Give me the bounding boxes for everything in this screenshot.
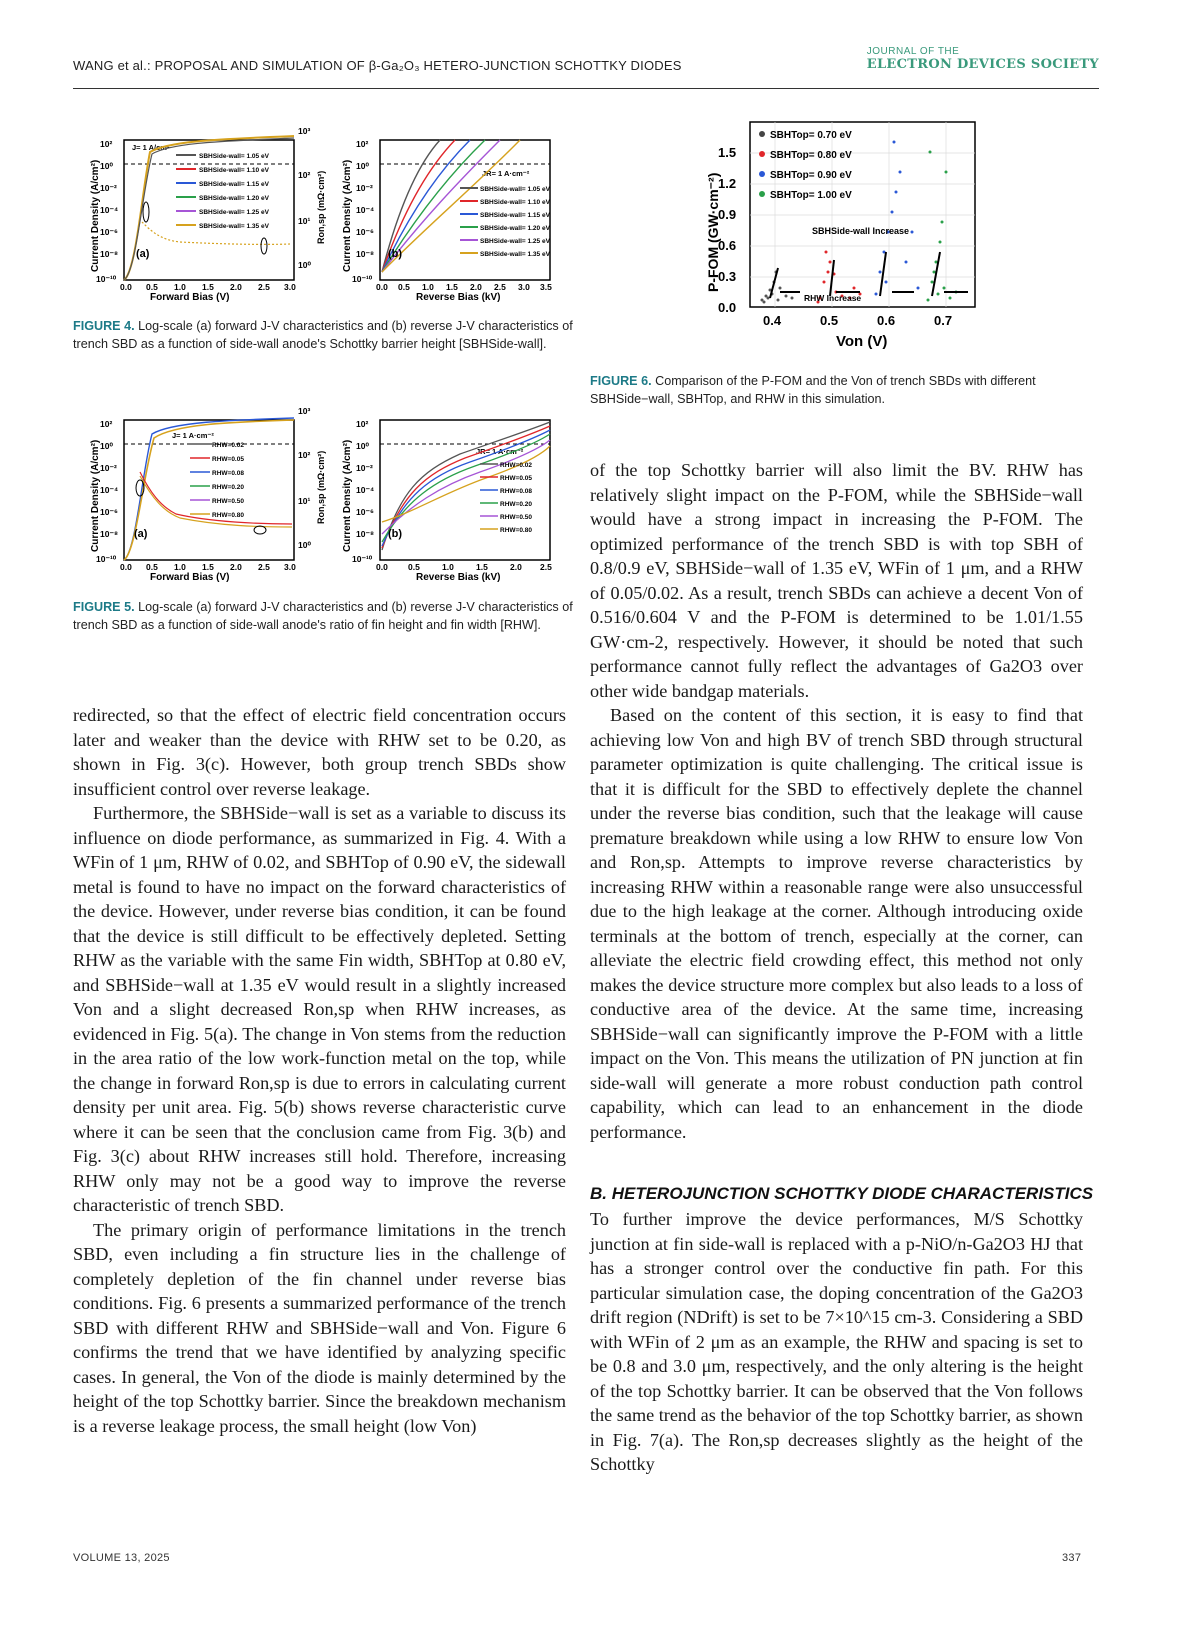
legend-entry: SBHTop= 0.80 eV — [770, 150, 852, 161]
legend-entry: SBHSide-wall= 1.05 eV — [199, 153, 269, 160]
footer-volume: VOLUME 13, 2025 — [73, 1552, 170, 1564]
legend-entry: RHW=0.80 — [500, 527, 532, 534]
journal-line2: ELECTRON DEVICES SOCIETY — [866, 57, 1099, 72]
tick: 10⁻² — [356, 183, 373, 193]
legend-entry: SBHSide-wall= 1.35 eV — [199, 223, 269, 230]
tick: 2.0 — [470, 282, 482, 292]
legend-entry: SBHSide-wall= 1.05 eV — [480, 186, 550, 193]
legend-entry: RHW=0.02 — [500, 462, 532, 469]
tick: 1.5 — [202, 282, 214, 292]
tick: 1.2 — [718, 176, 737, 191]
journal-logo — [867, 46, 1099, 72]
tick: 2.0 — [230, 562, 242, 572]
tick: 1.0 — [442, 562, 454, 572]
legend-entry: SBHSide-wall= 1.10 eV — [199, 167, 269, 174]
left-column — [73, 703, 566, 1438]
tick: 10⁰ — [298, 260, 311, 270]
legend-entry: SBHSide-wall= 1.15 eV — [480, 212, 550, 219]
tick: 10⁻² — [100, 183, 117, 193]
tick: 10⁰ — [100, 441, 113, 451]
paragraph: Furthermore, the SBHSide−wall is set as a variable to discuss its influence on diode performance, as summarized in Fig. 4. With a WFin of 1 μm, RHW of 0.02, and SBHTop of 0.90 eV, the sidewall metal is found to have no impact on the forward characteristics of the device. However, under reverse bias condition, it can be found that the device is still difficult to be effectively depleted. Setting RHW as the variable with the same Fin width, SBHTop at 0.80 eV, and SBHSide−wall at 1.35 eV would result in a slightly increased Von and a slight decreased Ron,sp when RHW increases, as evidenced in Fig. 5(a). The change in Von stems from the reduction in the area ratio of the low work-function metal on the top, while the change in forward Ron,sp is due to errors in calculating current density per unit area. Fig. 5(b) shows reverse characteristic curve where it can be seen that the conclusion came from Fig. 3(b) and Fig. 3(c) about RHW increases still hold. Therefore, increasing RHW only may not be a good way to improve the reverse characteristic of trench SBD. — [73, 803, 566, 1215]
tick: 10⁻² — [356, 463, 373, 473]
fig6-xlabel: Von (V) — [836, 333, 888, 350]
tick: 10² — [298, 170, 311, 180]
legend-entry: RHW=0.08 — [500, 488, 532, 495]
tick: 0.6 — [877, 313, 896, 328]
caption-text: Log-scale (a) forward J-V characteristics and (b) reverse J-V characteristics of trench SBD as a function of side-wall anode's Schottky barrier height [SBHSide-wall]. — [73, 319, 573, 351]
fig5a-ylabel: Current Density (A/cm²) — [90, 439, 101, 552]
paragraph: of the top Schottky barrier will also limit the BV. RHW has relatively slight impact on the P-FOM, while the SBHSide−wall would have a strong impact in increasing the P-FOM. The optimized performance of the trench SBD is with top SBH of 0.8/0.9 eV, SBHSide−wall of 1.35 eV, WFin of 1 μm, and a RHW of 0.05/0.02. As a result, trench SBDs can achieve a decent Von of 0.516/0.604 V and the P-FOM is determined to be 1.01/1.55 GW·cm-2, respectively. However, it should be noted that such performance cannot fully reflect the advantages of Ga2O3 over other wide bandgap materials. — [590, 460, 1083, 701]
caption-label: FIGURE 4. — [73, 319, 135, 333]
tick: 0.5 — [820, 313, 839, 328]
tick: 1.5 — [446, 282, 458, 292]
fig4a-annotation: J= 1 A/cm² — [132, 143, 170, 152]
tick: 10⁻⁶ — [100, 507, 118, 517]
fig4b-panel — [342, 139, 552, 303]
tick: 0.3 — [718, 269, 737, 284]
tick: 10³ — [298, 406, 311, 416]
figure-5-caption — [73, 598, 573, 634]
tick: 1.0 — [174, 282, 186, 292]
fig5b-ylabel: Current Density (A/cm²) — [342, 439, 353, 552]
legend-entry: SBHSide-wall= 1.10 eV — [480, 199, 550, 206]
tick: 2.5 — [258, 562, 270, 572]
running-title: WANG et al.: PROPOSAL AND SIMULATION OF β-Ga₂O₃ HETERO-JUNCTION SCHOTTKY DIODES — [73, 58, 682, 73]
fig5a-panel — [90, 406, 326, 583]
tick: 10⁰ — [356, 161, 369, 171]
legend-entry: SBHTop= 1.00 eV — [770, 190, 852, 201]
tick: 10² — [100, 419, 113, 429]
header-rule — [73, 88, 1099, 89]
tick: 10⁻⁴ — [100, 205, 119, 215]
tick: 10² — [356, 139, 369, 149]
paragraph: redirected, so that the effect of electric field concentration occurs later and weaker than the device with RHW set to be 0.20, as shown in Fig. 3(c). However, both group trench SBDs show insufficient control over reverse leakage. — [73, 705, 566, 799]
tick: 10⁻¹⁰ — [352, 554, 373, 564]
tick: 10¹ — [298, 216, 311, 226]
fig5a-y2label: Ron,sp (mΩ·cm²) — [316, 450, 326, 524]
tick: 0.0 — [718, 300, 737, 315]
figure-4-caption — [73, 317, 573, 353]
tick: 1.5 — [718, 145, 737, 160]
legend-entry: SBHTop= 0.90 eV — [770, 170, 852, 181]
tick: 10⁻⁸ — [356, 249, 374, 259]
tick: 10³ — [298, 126, 311, 136]
legend-entry: RHW=0.20 — [212, 484, 244, 491]
figure-4-plots — [80, 122, 580, 307]
tick: 10⁰ — [100, 161, 113, 171]
tick: 10⁻⁶ — [356, 507, 374, 517]
fig4a-y2label: Ron,sp (mΩ·cm²) — [316, 170, 326, 244]
tick: 3.0 — [284, 562, 296, 572]
tick: 3.5 — [540, 282, 552, 292]
tick: 10⁻⁴ — [356, 485, 375, 495]
tick: 2.5 — [494, 282, 506, 292]
tick: 0.0 — [120, 562, 132, 572]
tick: 10⁻² — [100, 463, 117, 473]
tick: 3.0 — [518, 282, 530, 292]
legend-entry: SBHSide-wall= 1.35 eV — [480, 251, 550, 258]
tick: 0.9 — [718, 207, 737, 222]
tick: 0.5 — [398, 282, 410, 292]
fig5b-xlabel: Reverse Bias (kV) — [416, 572, 501, 583]
figure-5-plots — [80, 402, 580, 587]
fig5a-xlabel: Forward Bias (V) — [150, 572, 230, 583]
legend-entry: SBHSide-wall= 1.25 eV — [199, 209, 269, 216]
legend-entry: SBHSide-wall= 1.20 eV — [199, 195, 269, 202]
tick: 1.0 — [422, 282, 434, 292]
tick: 0.6 — [718, 238, 737, 253]
footer-page-number: 337 — [1062, 1552, 1082, 1564]
tick: 2.5 — [540, 562, 552, 572]
fig4b-panel-label: (b) — [388, 248, 403, 260]
caption-label: FIGURE 5. — [73, 600, 135, 614]
tick: 0.5 — [408, 562, 420, 572]
legend-entry: SBHSide-wall= 1.20 eV — [480, 225, 550, 232]
tick: 10⁻⁸ — [356, 529, 374, 539]
tick: 10² — [356, 419, 369, 429]
paragraph: To further improve the device performances, M/S Schottky junction at fin side-wall is replaced with a p-NiO/n-Ga2O3 HJ that has a stronger control over the conductive fin path. For this particular simulation case, the doping concentration of the Ga2O3 drift region (NDrift) is set to be 7×10^15 cm-3. Considering a SBD with WFin of 2 μm as an example, the RHW and spacing is set to be 0.8 and 3.0 μm, respectively, and the only altering is the height of the top Schottky barrier. It can be observed that the Von follows the same trend as the behavior of the top Schottky barrier, as shown in Fig. 7(a). The Ron,sp decreases slightly as the height of the Schottky — [590, 1209, 1083, 1474]
tick: 0.7 — [934, 313, 953, 328]
legend-entry: RHW=0.50 — [500, 514, 532, 521]
tick: 0.5 — [146, 282, 158, 292]
fig4a-panel — [90, 126, 326, 303]
figure-6-plot — [700, 112, 1000, 360]
tick: 10⁻⁴ — [356, 205, 375, 215]
tick: 10⁻¹⁰ — [96, 554, 117, 564]
legend-entry: RHW=0.80 — [212, 512, 244, 519]
legend-entry: RHW=0.02 — [212, 442, 244, 449]
fig5b-annotation: JR= 1 A·cm⁻² — [476, 447, 524, 456]
legend-entry: RHW=0.05 — [500, 475, 532, 482]
legend-entry: RHW=0.50 — [212, 498, 244, 505]
legend-entry: RHW=0.08 — [212, 470, 244, 477]
tick: 10⁻⁴ — [100, 485, 119, 495]
fig4a-panel-label: (a) — [136, 248, 150, 260]
right-column-bottom — [590, 1207, 1083, 1477]
fig5a-annotation: J= 1 A·cm⁻² — [172, 431, 214, 440]
tick: 1.5 — [476, 562, 488, 572]
tick: 10⁻¹⁰ — [352, 274, 373, 284]
tick: 10¹ — [298, 496, 311, 506]
legend-entry: RHW=0.20 — [500, 501, 532, 508]
legend-entry: SBHTop= 0.70 eV — [770, 130, 852, 141]
legend-entry: SBHSide-wall= 1.25 eV — [480, 238, 550, 245]
tick: 10⁻⁶ — [100, 227, 118, 237]
tick: 10⁻⁸ — [100, 529, 118, 539]
tick: 10² — [298, 450, 311, 460]
tick: 10⁰ — [298, 540, 311, 550]
tick: 0.0 — [376, 282, 388, 292]
fig5a-panel-label: (a) — [134, 528, 148, 540]
tick: 1.0 — [174, 562, 186, 572]
tick: 1.5 — [202, 562, 214, 572]
caption-text: Comparison of the P-FOM and the Von of trench SBDs with different SBHSide−wall, SBHTop, and RHW in this simulation. — [590, 374, 1036, 406]
section-heading: B. HETEROJUNCTION SCHOTTKY DIODE CHARACTERISTICS — [590, 1184, 1094, 1203]
fig4b-xlabel: Reverse Bias (kV) — [416, 292, 501, 303]
tick: 0.0 — [376, 562, 388, 572]
tick: 3.0 — [284, 282, 296, 292]
figure-6-caption — [590, 372, 1090, 408]
fig6-annotation-rhw: RHW Increase — [804, 293, 862, 303]
tick: 2.0 — [510, 562, 522, 572]
fig4b-annotation: JR= 1 A·cm⁻² — [482, 169, 530, 178]
fig4a-ylabel: Current Density (A/cm²) — [90, 159, 101, 272]
tick: 10⁻¹⁰ — [96, 274, 117, 284]
fig4a-xlabel: Forward Bias (V) — [150, 292, 230, 303]
paragraph: Based on the content of this section, it is easy to find that achieving low Von and high BV of trench SBD through structural parameter optimization is quite challenging. The critical issue is that it is difficult for the SBD to effectively deplete the channel under the reverse bias condition, such that the leakage will cause premature breakdown while using a low RHW to ensure low Von and Ron,sp. Attempts to improve reverse characteristics by increasing RHW within a reasonable range were also unsuccessful due to the high leakage at the corner. Although introducing oxide terminals at the bottom of trench, especially at the corner, can alleviate the electric field crowding effect, this method not only makes the device structure more complex but also leads to a loss of conductive area of the device. At the same time, increasing SBHSide−wall can significantly improve the P-FOM with a little impact on the Von. This means the utilization of PN junction at fin side-wall will generate a more robust conduction path control capability, which can lead to an enhancement in the diode performance. — [590, 705, 1083, 1142]
caption-label: FIGURE 6. — [590, 374, 652, 388]
fig4b-ylabel: Current Density (A/cm²) — [342, 159, 353, 272]
paragraph: The primary origin of performance limitations in the trench SBD, even including a fin structure lies in the challenge of completely depletion of the fin channel under reverse bias conditions. Fig. 6 presents a summarized performance of the trench SBD with different RHW and SBHSide−wall and Von. Figure 6 confirms the trend that we have identified by analyzing specific cases. In general, the Von of the diode is mainly determined by the height of the top Schottky barrier. Since the breakdown mechanism is a reverse leakage process, the small height (low Von) — [73, 1219, 566, 1436]
caption-text: Log-scale (a) forward J-V characteristics and (b) reverse J-V characteristics of trench SBD as a function of side-wall anode's ratio of fin height and fin width [RHW]. — [73, 600, 573, 632]
tick: 10² — [100, 139, 113, 149]
tick: 2.0 — [230, 282, 242, 292]
fig6-ylabel: P-FOM (GW·cm⁻²) — [705, 172, 721, 292]
tick: 10⁰ — [356, 441, 369, 451]
right-column-top — [590, 458, 1083, 1144]
fig5b-panel — [342, 419, 552, 583]
tick: 10⁻⁸ — [100, 249, 118, 259]
legend-entry: SBHSide-wall= 1.15 eV — [199, 181, 269, 188]
fig6-annotation-sbh: SBHSide-wall Increase — [812, 226, 910, 236]
tick: 10⁻⁶ — [356, 227, 374, 237]
journal-line1: JOURNAL OF THE — [866, 46, 960, 57]
tick: 0.4 — [763, 313, 782, 328]
tick: 0.5 — [146, 562, 158, 572]
fig5b-panel-label: (b) — [388, 528, 403, 540]
legend-entry: RHW=0.05 — [212, 456, 244, 463]
tick: 0.0 — [120, 282, 132, 292]
tick: 2.5 — [258, 282, 270, 292]
